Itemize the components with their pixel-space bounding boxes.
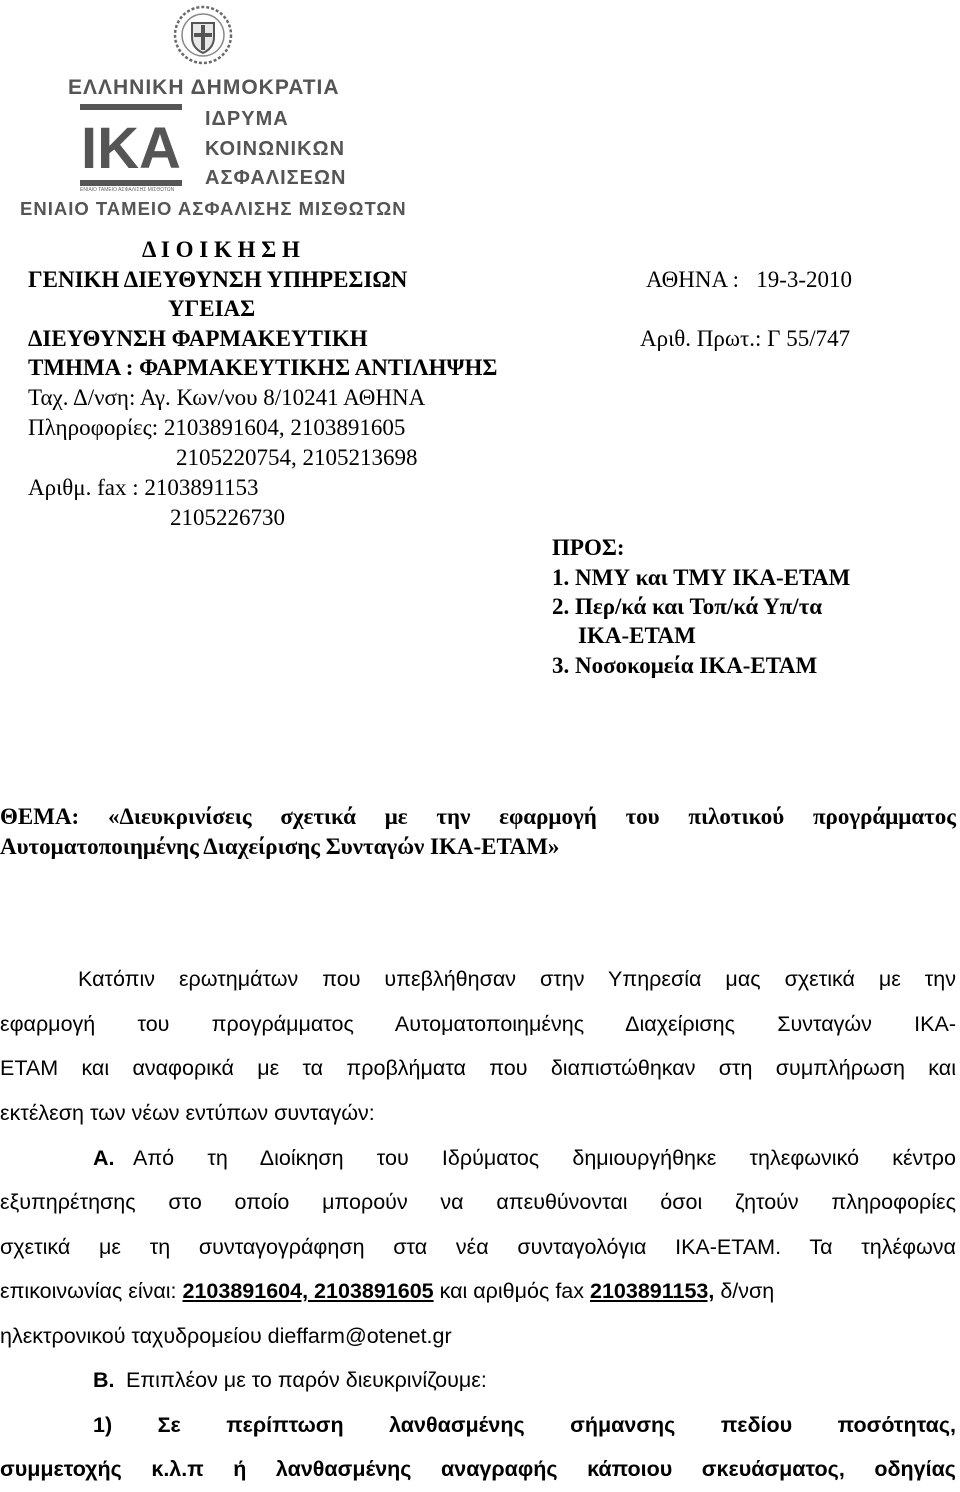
logo-ika-subtitle: ΕΝΙΑΙΟ ΤΑΜΕΙΟ ΑΣΦΑΛΙΣΗΣ ΜΙΣΘΩΤΩΝ: [80, 187, 175, 193]
ika-logo-icon: [80, 104, 182, 186]
section-a-line-3: σχετικά με τη συνταγογράφηση στα νέα συνταγολόγια ΙΚΑ-ΕΤΑΜ. Τα τηλέφωνα: [0, 1235, 956, 1259]
directorate: ΔΙΕΥΘΥΝΣΗ ΦΑΡΜΑΚΕΥΤΙΚΗ: [28, 326, 368, 351]
general-directorate-cont: ΥΓΕΙΑΣ: [168, 296, 256, 321]
p1-line-3: ΕΤΑΜ και αναφορικά με τα προβλήματα που διαπιστώθηκαν στη συμπλήρωση και: [0, 1056, 956, 1080]
section-a-line-1: Από τη Διοίκηση του Ιδρύματος δημιουργήθηκε τηλεφωνικό κέντρο: [133, 1146, 956, 1170]
fax-label: και αριθμός fax: [433, 1279, 590, 1303]
dioikisi-heading: Δ Ι Ο Ι Κ Η Σ Η: [142, 237, 300, 262]
item-1-line-1: 1) Σε περίπτωση λανθασμένης σήμανσης πεδίου ποσότητας,: [93, 1413, 956, 1437]
recipient-1: 1. ΝΜΥ και ΤΜΥ ΙΚΑ-ΕΤΑΜ: [552, 565, 851, 590]
logo-koinonikon-text: ΚΟΙΝΩΝΙΚΩΝ: [205, 138, 346, 160]
hellenic-emblem-icon: [168, 4, 238, 66]
p1-line-1: Κατόπιν ερωτημάτων που υπεβλήθησαν στην Υπηρεσία μας σχετικά με την: [78, 967, 956, 991]
protocol-number: Αριθ. Πρωτ.: Γ 55/747: [640, 326, 851, 351]
ika-logo-letters: IKA: [81, 116, 181, 181]
section-a-line-5: ηλεκτρονικού ταχυδρομείου dieffarm@otenet.gr: [0, 1324, 452, 1348]
info-phones-cont: 2105220754, 2105213698: [176, 445, 418, 470]
general-directorate: ΓΕΝΙΚΗ ΔΙΕΥΘΥΝΣΗ ΥΠΗΡΕΣΙΩΝ: [28, 267, 408, 292]
section-a-line-4: [0, 1269, 774, 1314]
email-label: δ/νση: [714, 1279, 775, 1303]
logo-republic-text: ΕΛΛΗΝΙΚΗ ΔΗΜΟΚΡΑΤΙΑ: [68, 76, 340, 99]
department: ΤΜΗΜΑ : ΦΑΡΜΑΚΕΥΤΙΚΗΣ ΑΝΤΙΛΗΨΗΣ: [28, 355, 498, 380]
section-a-line-2: εξυπηρέτησης στο οποίο μπορούν να απευθύνονται όσοι ζητούν πληροφορίες: [0, 1190, 956, 1214]
recipient-3: 3. Νοσοκομεία ΙΚΑ-ΕΤΑΜ: [552, 653, 818, 678]
contact-phones: 2103891604, 2103891605: [182, 1279, 434, 1303]
section-a-marker: Α.: [93, 1146, 115, 1170]
p1-line-4: εκτέλεση των νέων εντύπων συνταγών:: [0, 1101, 375, 1125]
fax-number: Αριθμ. fax : 2103891153: [28, 475, 259, 500]
subject-line-1: ΘΕΜΑ: «Διευκρινίσεις σχετικά με την εφαρμογή του πιλοτικού προγράμματος: [0, 804, 956, 829]
subject-line-2: Αυτοματοποιημένης Διαχείρισης Συνταγών ΙΚΑ-ΕΤΑΜ»: [0, 834, 560, 859]
item-1-line-2: συμμετοχής κ.λ.π ή λανθασμένης αναγραφής κάποιου σκευάσματος, οδηγίας: [0, 1457, 956, 1481]
logo-etam-text: ΕΝΙΑΙΟ ΤΑΜΕΙΟ ΑΣΦΑΛΙΣΗΣ ΜΙΣΘΩΤΩΝ: [20, 198, 407, 219]
section-b-text: Επιπλέον με το παρόν διευκρινίζουμε:: [126, 1368, 487, 1392]
fax-number-cont: 2105226730: [170, 505, 285, 530]
recipients-heading: ΠΡΟΣ:: [552, 535, 625, 560]
logo-idryma-text: ΙΔΡΥΜΑ: [205, 108, 289, 130]
recipient-2: 2. Περ/κά και Τοπ/κά Υπ/τα: [552, 594, 823, 619]
info-phones: Πληροφορίες: 2103891604, 2103891605: [28, 415, 406, 440]
contact-label: επικοινωνίας είναι:: [0, 1279, 183, 1303]
logo-asfaliseon-text: ΑΣΦΑΛΙΣΕΩΝ: [205, 167, 347, 189]
postal-address: Ταχ. Δ/νση: Αγ. Κων/νου 8/10241 ΑΘΗΝΑ: [28, 385, 426, 410]
p1-line-2: εφαρμογή του προγράμματος Αυτοματοποιημένης Διαχείρισης Συνταγών ΙΚΑ-: [0, 1012, 956, 1036]
recipient-2-cont: ΙΚΑ-ΕΤΑΜ: [578, 623, 696, 648]
contact-fax: 2103891153,: [589, 1279, 715, 1303]
section-b-marker: Β.: [93, 1368, 115, 1392]
document-date: ΑΘΗΝΑ : 19-3-2010: [646, 267, 853, 292]
